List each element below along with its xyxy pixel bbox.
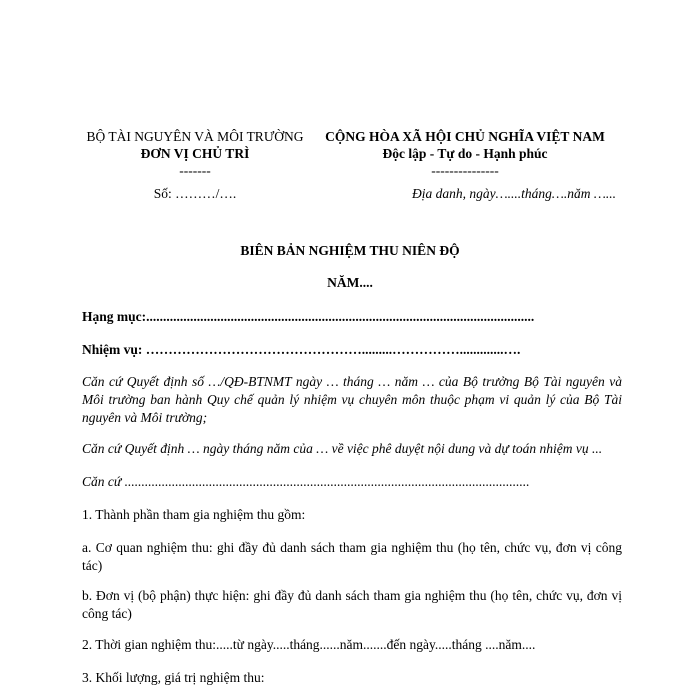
country-name: CỘNG HÒA XÃ HỘI CHỦ NGHĨA VIỆT NAM xyxy=(325,129,605,144)
basis-paragraph-2: Căn cứ Quyết định … ngày tháng năm của … về việc phê duyệt nội dung và dự toán nhiệm vụ ... xyxy=(82,441,603,456)
header-left xyxy=(70,128,320,202)
ministry-name: BỘ TÀI NGUYÊN VÀ MÔI TRƯỜNG xyxy=(86,129,304,144)
place-date: Địa danh, ngày…....tháng….năm …... xyxy=(411,186,616,201)
basis-paragraph-3: Căn cứ ........................................................................................................................ xyxy=(82,474,530,489)
document-title: BIÊN BẢN NGHIỆM THU NIÊN ĐỘ xyxy=(240,243,460,258)
basis-paragraph-1: Căn cứ Quyết định số …/QĐ-BTNMT ngày … tháng … năm … của Bộ trưởng Bộ Tài nguyên và Môi trường ban hành Quy chế quản lý nhiệm vụ chuyên môn thuộc phạm vi quản lý của Bộ Tài nguyên và Môi trường; xyxy=(82,374,622,425)
section-1b: b. Đơn vị (bộ phận) thực hiện: ghi đầy đủ danh sách tham gia nghiệm thu (họ tên, chức vụ, đơn vị công tác) xyxy=(82,588,622,621)
document-year: NĂM.... xyxy=(327,275,373,290)
national-motto: Độc lập - Tự do - Hạnh phúc xyxy=(382,146,548,161)
unit-name: ĐƠN VỊ CHỦ TRÌ xyxy=(140,146,250,161)
document-number: Số: ………/…. xyxy=(153,186,237,201)
header-right-separator: --------------- xyxy=(431,163,499,178)
section-2: 2. Thời gian nghiệm thu:.....từ ngày.....tháng......năm.......đến ngày.....tháng ....năm.... xyxy=(82,637,536,652)
header-right xyxy=(310,128,620,202)
field-nhiem-vu: Nhiệm vụ: ………………………………………….........…………….............…. xyxy=(82,342,521,357)
field-hang-muc: Hạng mục:................................................................................................................... xyxy=(82,309,535,324)
section-1-heading: 1. Thành phần tham gia nghiệm thu gồm: xyxy=(82,507,306,522)
section-3-heading: 3. Khối lượng, giá trị nghiệm thu: xyxy=(82,670,265,685)
section-1a: a. Cơ quan nghiệm thu: ghi đầy đủ danh sách tham gia nghiệm thu (họ tên, chức vụ, đơn vị công tác) xyxy=(82,540,622,573)
header-left-separator: ------- xyxy=(179,163,211,178)
